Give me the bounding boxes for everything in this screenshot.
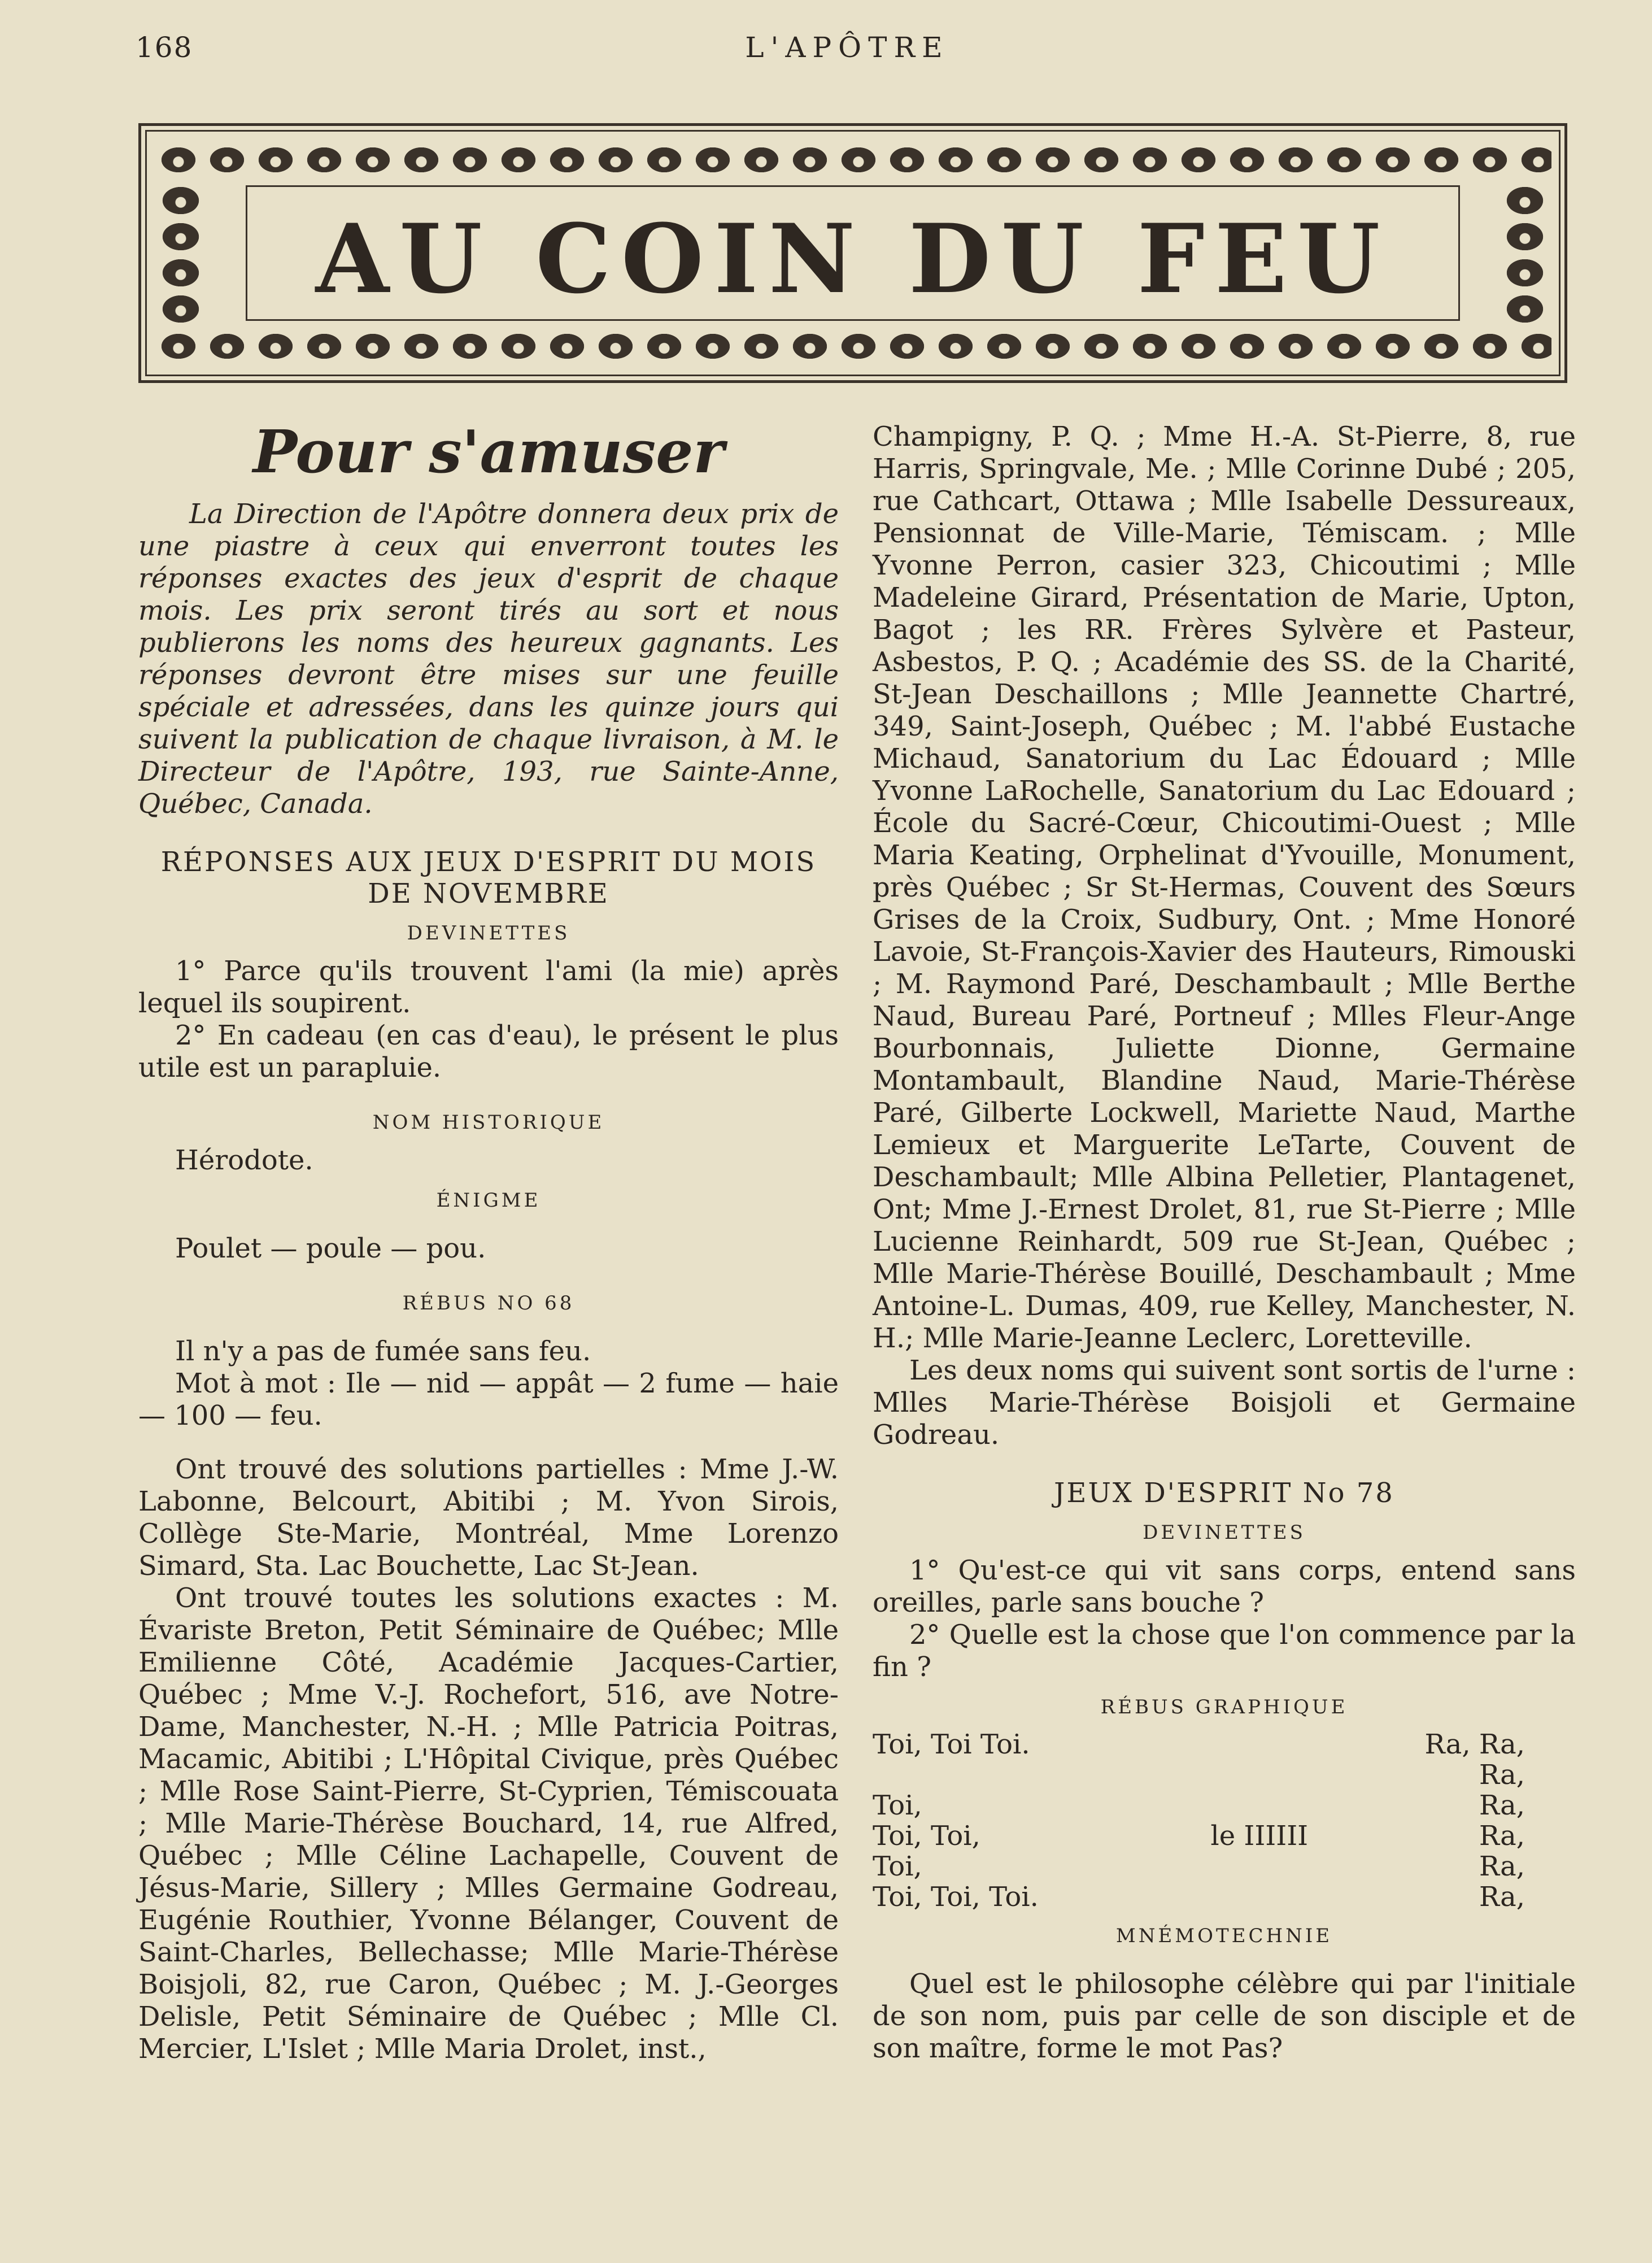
question-1: 1° Qu'est-ce qui vit sans corps, entend sans oreilles, parle sans bouche ? bbox=[873, 1555, 1576, 1618]
mnemotechnie-question: Quel est le philosophe célèbre qui par l'initiale de son nom, puis par celle de son disciple et de son maître, forme le mot Pas? bbox=[873, 1968, 1576, 2064]
ornament-border-right bbox=[1500, 182, 1550, 324]
section-banner bbox=[138, 123, 1567, 383]
winners-paragraph: Les deux noms qui suivent sont sortis de l'urne : Mlles Marie-Thérèse Boisjoli et Germaine Godreau. bbox=[873, 1355, 1576, 1451]
rebus-row bbox=[873, 1790, 1576, 1821]
right-column bbox=[873, 421, 1576, 2065]
rebus-label: RÉBUS NO 68 bbox=[402, 1292, 575, 1315]
devinette-answer-1: 1° Parce qu'ils trouvent l'ami (la mie) après lequel ils soupirent. bbox=[138, 955, 839, 1019]
rebus-row bbox=[873, 1729, 1576, 1790]
rebus-answer: Il n'y a pas de fumée sans feu. bbox=[175, 1335, 591, 1367]
section-title: Pour s'amuser bbox=[252, 417, 725, 486]
left-column bbox=[138, 418, 839, 2065]
ornament-border-left bbox=[155, 182, 206, 324]
rebus-cell-left: Toi, bbox=[873, 1790, 922, 1821]
rebus-cell-left: Toi, Toi, bbox=[873, 1820, 980, 1852]
devinette-answer-2: 2° En cadeau (en cas d'eau), le présent le plus utile est un parapluie. bbox=[138, 1020, 839, 1083]
rebus-cell-right: Ra, bbox=[1479, 1851, 1525, 1882]
rebus-cell-middle bbox=[1140, 1882, 1379, 1912]
rebus-graphique bbox=[873, 1729, 1576, 1912]
new-devinettes-label: DEVINETTES bbox=[1143, 1521, 1306, 1544]
devinettes-label: DEVINETTES bbox=[407, 922, 570, 945]
rebus-cell-right: Ra, bbox=[1479, 1881, 1525, 1913]
banner-title-box bbox=[246, 185, 1460, 321]
rebus-row bbox=[873, 1821, 1576, 1851]
ornament-border-top bbox=[154, 140, 1551, 180]
exact-solvers-continued: Champigny, P. Q. ; Mme H.-A. St-Pierre, 8, rue Harris, Springvale, Me. ; Mlle Corinne Dubé ; 205, rue Cathcart, Ottawa ; Mlle Isabelle Dessureaux, Pensionnat de Ville-Marie, Témiscam. ; Mlle Yvonne Perron, casier 323, Chicoutimi ; Mlle Madeleine Girard, Présentation de Marie, Upton, Bagot ; les RR. Frères Sylvère et Pasteur, Asbestos, P. Q. ; Académie des SS. de la Charité, St-Jean Deschaillons ; Mlle Jeannette Chartré, 349, Saint-Joseph, Québec ; M. l'abbé Eustache Michaud, Sanatorium du Lac Édouard ; Mlle Yvonne LaRochelle, Sanatorium du Lac Edouard ; École du Sacré-Cœur, Chicoutimi-Ouest ; Mlle Maria Keating, Orphelinat d'Yvouille, Monument, près Québec ; Sr St-Hermas, Couvent des Sœurs Grises de la Croix, Sudbury, Ont. ; Mme Honoré Lavoie, St-François-Xavier des Hauteurs, Rimouski ; M. Raymond Paré, Deschambault ; Mlle Berthe Naud, Bureau Paré, Portneuf ; Mlles Fleur-Ange Bourbonnais, Juliette Dionne, Germaine Montambault, Blandine Naud, Marie-Thérèse Paré, Gilberte Lockwell, Mariette Naud, Marthe Lemieux et Marguerite LeTarte, Couvent de Deschambault; Mlle Albina Pelletier, Plantagenet, Ont; Mme J.-Ernest Drolet, 81, rue St-Pierre ; Mlle Lucienne Reinhardt, 509 rue St-Jean, Québec ; Mlle Marie-Thérèse Bouillé, Deschambault ; Mme Antoine-L. Dumas, 409, rue Kelley, Manchester, N. H.; Mlle Marie-Jeanne Leclerc, Loretteville. bbox=[873, 421, 1576, 1354]
rebus-cell-left: Toi, Toi, Toi. bbox=[873, 1881, 1039, 1913]
nom-historique-answer: Hérodote. bbox=[175, 1144, 313, 1176]
rebus-cell-middle bbox=[1140, 1790, 1379, 1821]
intro-paragraph: La Direction de l'Apôtre donnera deux prix de une piastre à ceux qui enverront toutes les réponses exactes des jeux d'esprit de chaque mois. Les prix seront tirés au sort et nous publierons les noms des heureux gagnants. Les réponses devront être mises sur une feuille spéciale et adressées, dans les quinze jours qui suivent la publication de chaque livraison, à M. le Directeur de l'Apôtre, 193, rue Sainte-Anne, Québec, Canada. bbox=[138, 498, 839, 820]
answers-heading: RÉPONSES AUX JEUX D'ESPRIT DU MOIS DE NOVEMBRE bbox=[160, 846, 817, 909]
rebus-cell-middle: le IIIIII bbox=[1210, 1820, 1309, 1852]
mot-a-mot: Mot à mot : Ile — nid — appât — 2 fume — haie — 100 — feu. bbox=[138, 1368, 839, 1431]
ornament-border-bottom bbox=[154, 327, 1551, 366]
journal-title: L'APÔTRE bbox=[745, 31, 949, 64]
rebus-cell-left: Toi, bbox=[873, 1851, 922, 1882]
banner-title: AU COIN DU FEU bbox=[315, 203, 1391, 315]
enigme-label: ÉNIGME bbox=[436, 1189, 541, 1212]
rebus-graphique-label: RÉBUS GRAPHIQUE bbox=[1100, 1696, 1348, 1718]
mnemotechnie-label: MNÉMOTECHNIE bbox=[1115, 1925, 1333, 1947]
page-number: 168 bbox=[136, 31, 193, 64]
rebus-cell-middle bbox=[1140, 1851, 1379, 1882]
rebus-row bbox=[873, 1851, 1576, 1882]
rebus-cell-right: Ra, bbox=[1479, 1790, 1525, 1821]
rebus-cell-middle bbox=[1140, 1729, 1379, 1790]
enigme-answer: Poulet — poule — pou. bbox=[175, 1233, 486, 1264]
rebus-cell-left: Toi, Toi Toi. bbox=[873, 1729, 1030, 1760]
partial-solvers: Ont trouvé des solutions partielles : Mme J.-W. Labonne, Belcourt, Abitibi ; M. Yvon Sirois, Collège Ste-Marie, Montréal, Mme Lorenzo Simard, Sta. Lac Bouchette, Lac St-Jean. bbox=[138, 1453, 839, 1582]
rebus-cell-right: Ra, bbox=[1479, 1820, 1525, 1852]
rebus-row bbox=[873, 1882, 1576, 1912]
question-2: 2° Quelle est la chose que l'on commence par la fin ? bbox=[873, 1619, 1576, 1683]
games-heading: JEUX D'ESPRIT No 78 bbox=[1054, 1477, 1394, 1509]
exact-solvers-start: Ont trouvé toutes les solutions exactes : M. Évariste Breton, Petit Séminaire de Québec; Mlle Emilienne Côté, Académie Jacques-Cartier, Québec ; Mme V.-J. Rochefort, 516, ave Notre-Dame, Manchester, N.-H. ; Mlle Patricia Poitras, Macamic, Abitibi ; L'Hôpital Civique, près Québec ; Mlle Rose Saint-Pierre, St-Cyprien, Témiscouata ; Mlle Marie-Thérèse Bouchard, 14, rue Alfred, Québec ; Mlle Céline Lachapelle, Couvent de Jésus-Marie, Sillery ; Mlles Germaine Godreau, Eugénie Routhier, Yvonne Bélanger, Couvent de Saint-Charles, Bellechasse; Mlle Marie-Thérèse Boisjoli, 82, rue Caron, Québec ; M. J.-Georges Delisle, Petit Séminaire de Québec ; Mlle Cl. Mercier, L'Islet ; Mlle Maria Drolet, inst., bbox=[138, 1582, 839, 2065]
rebus-cell-right: Ra, Ra, Ra, bbox=[1424, 1729, 1525, 1791]
nom-historique-label: NOM HISTORIQUE bbox=[372, 1111, 605, 1134]
running-head bbox=[136, 31, 1559, 76]
